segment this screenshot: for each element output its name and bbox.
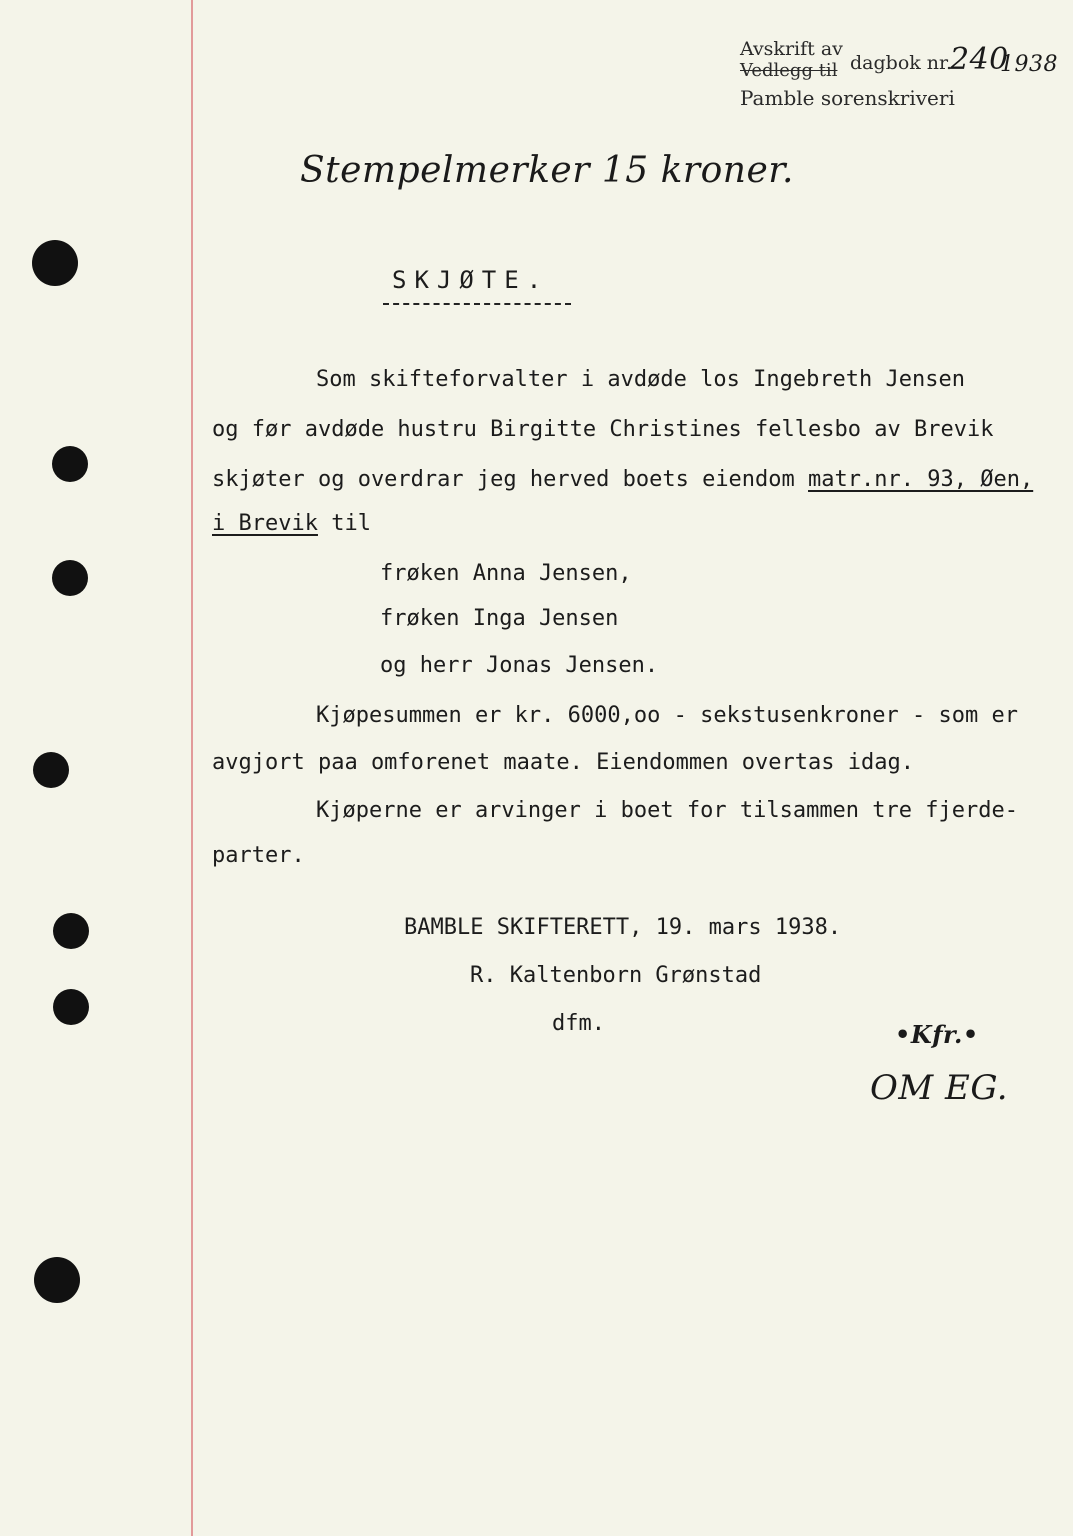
court-and-date: BAMBLE SKIFTERETT, 19. mars 1938. [404,915,842,940]
title-underline [383,303,571,305]
body-line: Som skifteforvalter i avdøde los Ingebreth Jensen [316,367,966,392]
punch-hole [53,913,89,949]
stamp-line1: Avskrift av [740,38,843,60]
stamp-office: Pamble sorenskriveri [740,86,955,110]
body-line: parter. [212,843,305,868]
recipient-line: og herr Jonas Jensen. [380,653,659,678]
punch-hole [53,989,89,1025]
signatory-title: dfm. [552,1011,605,1036]
red-margin-line [191,0,193,1536]
punch-hole [34,1257,80,1303]
stamp-number: 240 [950,42,1009,77]
body-line: skjøter og overdrar jeg herved boets eiendom matr.nr. 93, Øen, [212,467,1034,492]
stamp-dagbok: dagbok nr. [850,52,953,74]
body-line: Kjøperne er arvinger i boet for tilsammen tre fjerde- [316,798,1018,823]
body-line: avgjort paa omforenet maate. Eiendommen overtas idag. [212,750,914,775]
body-line: i Brevik til [212,511,371,536]
punch-hole [33,752,69,788]
punch-hole [32,240,78,286]
stamp-struck: Vedlegg til [740,60,838,81]
recipient-line: frøken Inga Jensen [380,606,619,631]
handwritten-stamp-note: Stempelmerker 15 kroner. [300,150,794,191]
punch-hole [52,560,88,596]
document-title: SKJØTE. [392,266,550,294]
punch-hole [52,446,88,482]
body-line: og før avdøde hustru Birgitte Christines fellesbo av Brevik [212,417,994,442]
body-line: Kjøpesummen er kr. 6000,oo - sekstusenkroner - som er [316,703,1018,728]
signatory-name: R. Kaltenborn Grønstad [470,963,762,988]
handwritten-initials: OM EG. [870,1068,1009,1108]
stamp-year: 1938 [1000,52,1058,77]
recipient-line: frøken Anna Jensen, [380,561,632,586]
kfr-note: •Kfr.• [895,1020,979,1049]
